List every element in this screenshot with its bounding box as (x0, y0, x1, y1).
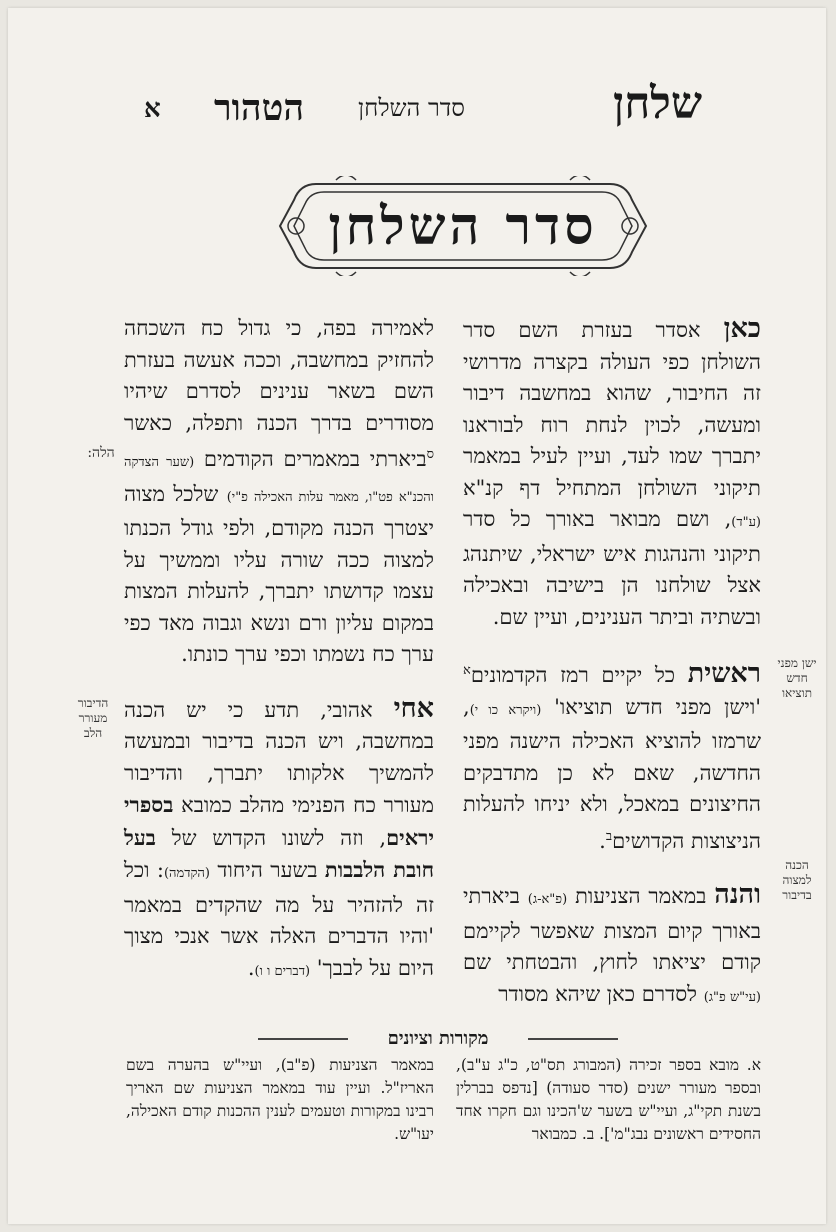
paragraph-text: , שרמזו להוציא האכילה הישנה מפני החדשה, שאם לא כן מתדבקים החיצונים במאכל, ולא יניחו להעלות הניצוצות הקדושים (463, 694, 761, 853)
footnote-right-column (456, 1054, 761, 1146)
paragraph-text: אסדר בעזרת השם סדר השולחן כפי העולה בקצרה מדרושי זה החיבור, שהוא במחשבה דיבור ומעשה, לכוין לנחת רוח לבוראנו יתברך שמו לעד, ועיין לעיל במאמר תיקוני השולחן המתחיל דף קנ"א (463, 318, 761, 500)
right-text-column (463, 313, 761, 1013)
paragraph-text: אהובי, תדע כי יש הכנה במחשבה, ויש הכנה בדיבור ובמעשה להמשיך אלקותו יתברך, והדיבור מעורר כח הפנימי מהלב כמובא (124, 697, 434, 817)
page-letter: א (144, 94, 161, 124)
lead-word: ראשית (687, 658, 761, 689)
paragraph-text: כל יקיים רמז הקדמונים (470, 663, 676, 687)
paragraph-text: , וזה לשונו הקדוש של (171, 825, 387, 850)
header-title-left: הטהור (214, 87, 305, 129)
paragraph-text: ביארתי באורך קיום המצות שאפשר לקיימם קודם יציאתו לחוץ, והבטחתי שם (463, 884, 761, 974)
footnote-mark: א (463, 663, 471, 678)
punctuation: . (247, 955, 255, 980)
paragraph (124, 313, 434, 671)
source-ref: (הקדמה) (163, 866, 210, 881)
footnote-text: במאמר הצניעות (פ"ב), ועיי"ש בהערה בשם האריז"ל. ועיין עוד במאמר הצניעות שם האריך רבינו במקורות וטעמים לענין ההכנות קודם האכילה, יעו"ש. (126, 1056, 434, 1143)
margin-note: הדיבור מעורר הלב (77, 696, 109, 740)
book-name: בעל חובת הלבבות (124, 824, 435, 882)
margin-note: הכנה למצוה בדיבור (782, 858, 812, 902)
paragraph (124, 693, 434, 988)
source-ref: (עי"ש פ"ג) (703, 989, 761, 1005)
footnote-ornament-left (258, 1038, 348, 1040)
paragraph-text: ביארתי במאמרים הקודמים (203, 447, 427, 471)
margin-note: ישן מפני חדש תוציאו (777, 656, 817, 700)
footnotes-title: מקורות וציונים (387, 1028, 489, 1049)
lead-word: והנה (714, 879, 761, 910)
book-page (8, 8, 826, 1224)
paragraph (463, 655, 761, 857)
paragraph (463, 313, 761, 633)
paragraph-text: לסדרם כאן שיהא מסודר (498, 981, 697, 1006)
footnote-ornament-right (528, 1038, 618, 1040)
punctuation: . (599, 828, 606, 853)
book-name: בספרי יראים (124, 792, 434, 850)
paragraph (463, 879, 761, 1013)
paragraph-text: שלכל מצוה יצטרך הכנה מקודם, ולפי גודל הכנתו למצוה ככה שורה עליו וממשיך על עצמו קדושתו יתברך, להעלות המצות במקום עליון ורם ונשא וגבוה מאד כפי ערך כח נשמתו וכפי ערך כונתו. (124, 481, 434, 666)
source-ref: (דברים ו ו) (254, 963, 311, 979)
source-ref: (שער הצדקה והכנ"א פט"ו, מאמר עלות האכילה פ"י) (124, 455, 434, 505)
footnote-text: א. מובא בספר זכירה (המבורג תס"ט, כ"ג ע"ב), ובספר מעורר ישנים (סדר סעודה) [נדפס בברלין בשנת תקי"ג, ועיי"ש בשער ש'הכינו וגם חקרו אחד החסידים ראשונים נבג"מ']. ב. כמבואר (456, 1056, 761, 1143)
source-ref: (ע"ד) (731, 515, 761, 530)
lead-word: אחי (393, 692, 434, 724)
left-text-column (124, 313, 434, 987)
source-ref: (ויקרא כו י) (469, 702, 542, 718)
paragraph-text: : וכל זה להזהיר על מה שהקדים במאמר 'והיו הדברים האלה אשר אנכי מצוך היום על לבבך' (124, 858, 434, 980)
lead-word: כאן (723, 313, 761, 344)
paragraph-text: בשער היחוד (217, 858, 318, 882)
paragraph-text: , ושם מבואר באורך כל סדר תיקוני והנהגות איש ישראלי, שיתנהג אצל שולחנו הן בישיבה ובאכילה ובשתיה וביתר הענינים, ועיין שם. (463, 507, 761, 629)
footnote-left-column (126, 1054, 434, 1146)
banner-title: סדר השלחן (328, 195, 598, 257)
quote: 'וישן מפני חדש תוציאו' (554, 694, 761, 719)
paragraph-text: לאמירה בפה, כי גדול כח השכחה להחזיק במחשבה, וככה אעשה בעזרת השם בשאר ענינים לסדרם שיהיו מסודרים בדרך הכנה ותפלה, כאשר (124, 316, 434, 435)
footnote-mark: ס (426, 447, 434, 462)
header-title-right: שלחן (613, 78, 702, 129)
source-ref: (פ"א-ג) (527, 892, 568, 907)
header-section-title: סדר השלחן (358, 94, 465, 122)
margin-note: הלה: (87, 445, 115, 461)
footnote-mark: ב (605, 828, 613, 844)
paragraph-text: במאמר הצניעות (575, 884, 707, 908)
